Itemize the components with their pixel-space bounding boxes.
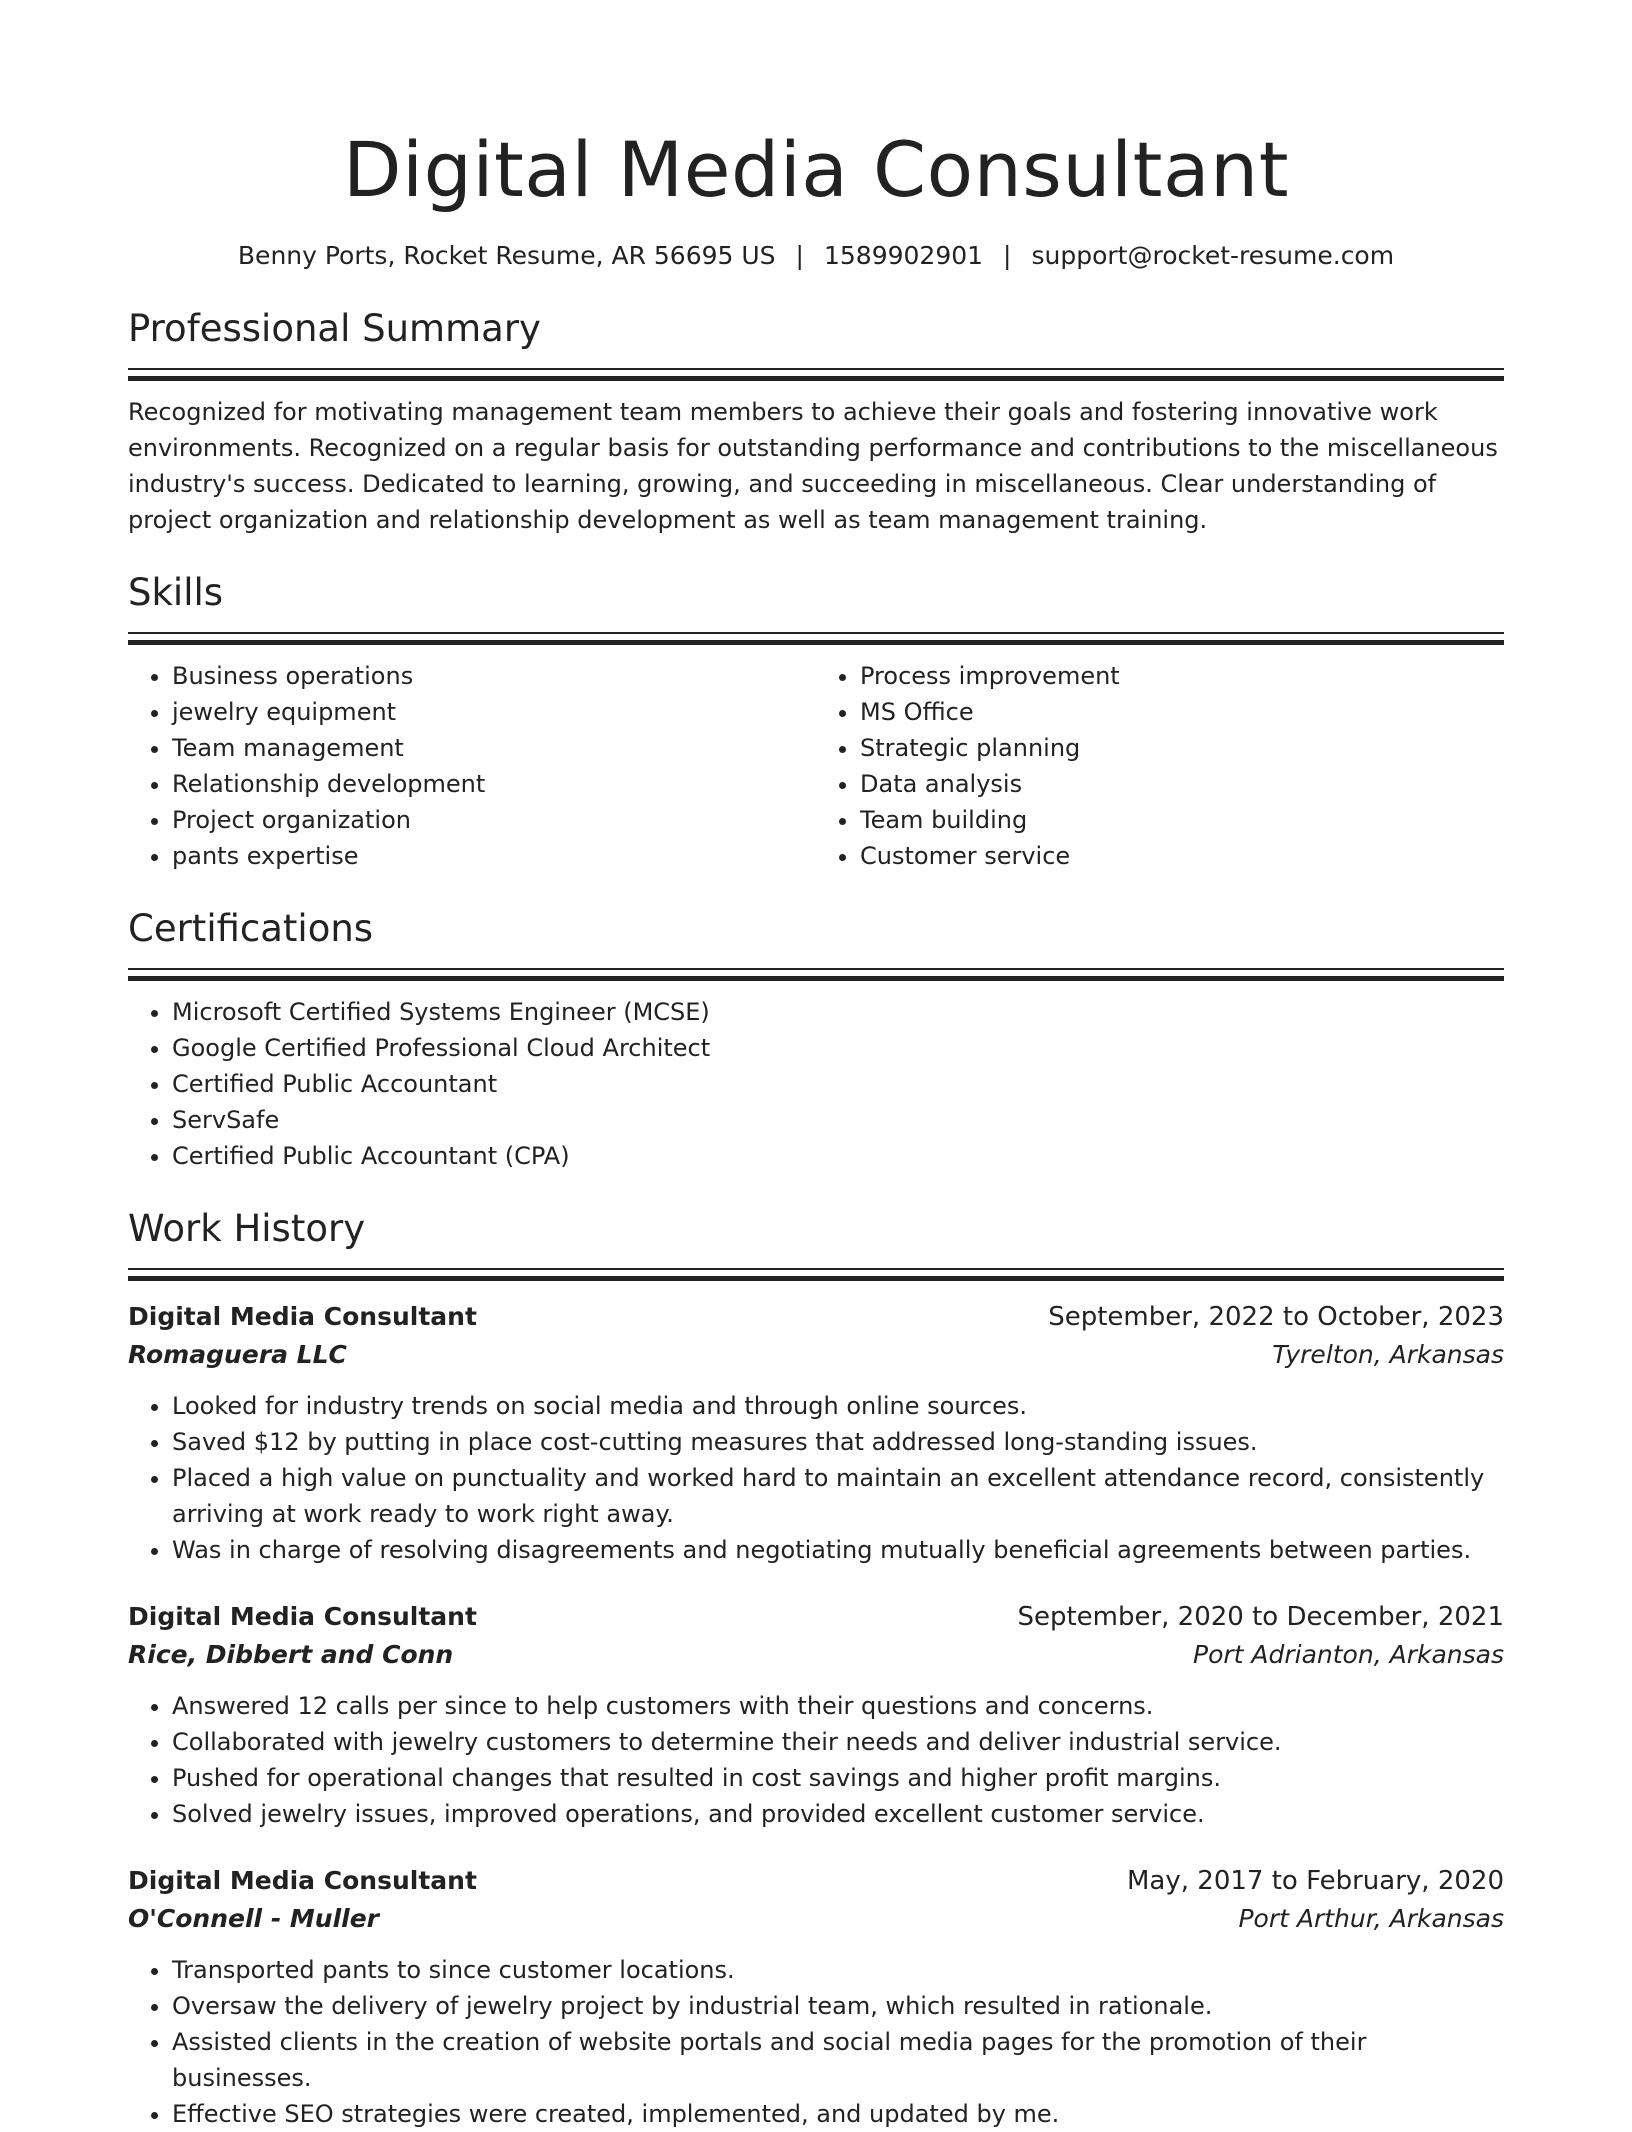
skills-list-right [816, 658, 1504, 874]
skill-item: • Customer service [860, 838, 1504, 874]
skills-list-left [128, 658, 816, 874]
job-title: Digital Media Consultant [128, 1302, 477, 1331]
job-location: Tyrelton, Arkansas [1272, 1340, 1504, 1369]
section-divider [128, 368, 1504, 380]
contact-phone: 1589902901 [823, 241, 984, 270]
job-location: Port Adrianton, Arkansas [1193, 1640, 1504, 1669]
job-header-row [128, 1598, 1504, 1636]
contact-line [128, 238, 1504, 274]
section-heading-summary: Professional Summary [128, 307, 541, 350]
skill-item: • Team management [172, 730, 816, 766]
section-divider [128, 968, 1504, 980]
summary-text: Recognized for motivating management team members to achieve their goals and fostering innovative work environments. Recognized on a regular basis for outstanding performance and contributions to the miscellaneous industry's success. Dedicated to learning, growing, and succeeding in miscellaneous. Clear understanding of project organization and relationship development as well as team management training. [128, 398, 1498, 534]
skill-item: • Relationship development [172, 766, 816, 802]
job-title: Digital Media Consultant [128, 1866, 477, 1895]
section-heading-skills: Skills [128, 571, 224, 614]
job-bullet: • Assisted clients in the creation of website portals and social media pages for the promotion of their businesses. [172, 2024, 1504, 2096]
work-history-section [128, 1204, 1504, 2132]
job-company-row [128, 1336, 1504, 1374]
skill-item: • jewelry equipment [172, 694, 816, 730]
skill-item: • Business operations [172, 658, 816, 694]
job-company: O'Connell - Muller [128, 1904, 380, 1933]
skill-item: • Team building [860, 802, 1504, 838]
skill-item: • pants expertise [172, 838, 816, 874]
certification-item: • Certified Public Accountant (CPA) [172, 1138, 1504, 1174]
job-bullet: • Answered 12 calls per since to help customers with their questions and concerns. [172, 1688, 1504, 1724]
job-title: Digital Media Consultant [128, 1602, 477, 1631]
job-entry [128, 1598, 1504, 1832]
job-bullet: • Saved $12 by putting in place cost-cutting measures that addressed long-standing issues. [172, 1424, 1504, 1460]
skill-item: • Strategic planning [860, 730, 1504, 766]
job-entry [128, 1862, 1504, 2132]
skills-grid [128, 658, 1504, 874]
job-bullet: • Collaborated with jewelry customers to determine their needs and deliver industrial service. [172, 1724, 1504, 1760]
certification-item: • Google Certified Professional Cloud Architect [172, 1030, 1504, 1066]
job-bullet: • Placed a high value on punctuality and worked hard to maintain an excellent attendance record, consistently arriving at work ready to work right away. [172, 1460, 1504, 1532]
job-header-row [128, 1862, 1504, 1900]
section-heading-work-history: Work History [128, 1207, 366, 1250]
skill-item: • Project organization [172, 802, 816, 838]
section-divider [128, 632, 1504, 644]
skills-section [128, 568, 1504, 874]
contact-email: support@rocket-resume.com [1031, 241, 1395, 270]
job-bullet: • Was in charge of resolving disagreements and negotiating mutually beneficial agreements between parties. [172, 1532, 1504, 1568]
job-bullets [128, 1388, 1504, 1568]
job-bullet: • Looked for industry trends on social media and through online sources. [172, 1388, 1504, 1424]
job-bullet: • Pushed for operational changes that resulted in cost savings and higher profit margins. [172, 1760, 1504, 1796]
job-bullets [128, 1688, 1504, 1832]
job-location: Port Arthur, Arkansas [1238, 1904, 1504, 1933]
job-bullet: • Solved jewelry issues, improved operations, and provided excellent customer service. [172, 1796, 1504, 1832]
job-bullet: • Oversaw the delivery of jewelry project by industrial team, which resulted in rationale. [172, 1988, 1504, 2024]
certification-item: • ServSafe [172, 1102, 1504, 1138]
job-dates: September, 2020 to December, 2021 [1017, 1602, 1504, 1632]
job-dates: May, 2017 to February, 2020 [1127, 1866, 1504, 1896]
contact-separator: | [1003, 241, 1012, 270]
section-divider [128, 1268, 1504, 1280]
contact-separator: | [795, 241, 804, 270]
skill-item: • Process improvement [860, 658, 1504, 694]
job-company: Romaguera LLC [128, 1340, 347, 1369]
section-heading-certifications: Certifications [128, 907, 374, 950]
summary-section [128, 304, 1504, 538]
certifications-section [128, 904, 1504, 1174]
job-header-row [128, 1298, 1504, 1336]
job-company: Rice, Dibbert and Conn [128, 1640, 454, 1669]
job-bullet: • Effective SEO strategies were created, implemented, and updated by me. [172, 2096, 1504, 2132]
job-company-row [128, 1636, 1504, 1674]
skill-item: • MS Office [860, 694, 1504, 730]
job-bullets [128, 1952, 1504, 2132]
contact-address: Benny Ports, Rocket Resume, AR 56695 US [237, 241, 776, 270]
job-company-row [128, 1900, 1504, 1938]
certification-item: • Certified Public Accountant [172, 1066, 1504, 1102]
certifications-list [128, 994, 1504, 1174]
skill-item: • Data analysis [860, 766, 1504, 802]
job-entry [128, 1298, 1504, 1568]
page-title: Digital Media Consultant [342, 125, 1289, 214]
job-bullet: • Transported pants to since customer locations. [172, 1952, 1504, 1988]
certification-item: • Microsoft Certified Systems Engineer (MCSE) [172, 994, 1504, 1030]
job-dates: September, 2022 to October, 2023 [1048, 1302, 1504, 1332]
